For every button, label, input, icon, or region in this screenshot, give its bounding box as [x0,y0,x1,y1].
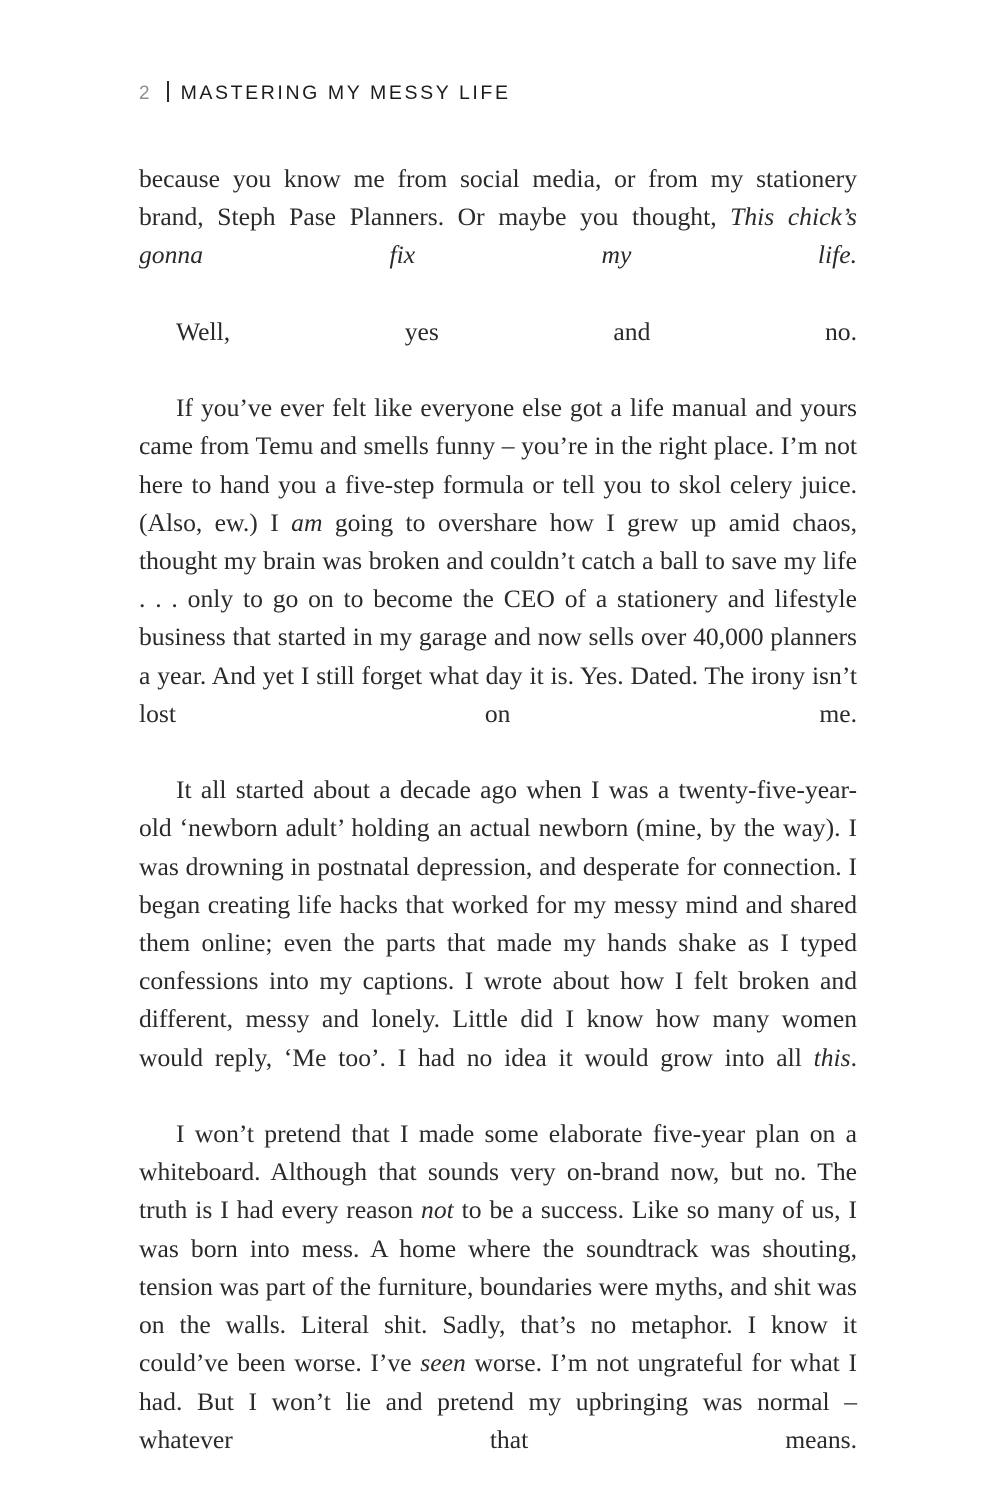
body-paragraph [139,771,857,1115]
body-text: going to overshare how I grew up amid chaos, thought my brain was broken and couldn’t catch a ball to save my life . . . only to go on to become the CEO of a stationery and lifestyle business that started in my garage and now sells over 40,000 planners a year. And yet I still forget what day it is. Yes. Dated. The irony isn’t lost on me. [139,507,857,728]
emphasis-text: seen [420,1348,466,1378]
body-paragraph [139,389,857,771]
emphasis-text: this [813,1042,851,1072]
body-text: It all started about a decade ago when I was a twenty-five-year-old ‘newborn adult’ holding an actual newborn (mine, by the way). I was drowning in postnatal depression, and desperate for connection. I began creating life hacks that worked for my messy mind and shared them online; even the parts that made my hands shake as I typed confessions into my captions. I wrote about how I felt broken and different, messy and lonely. Little did I know how many women would reply, ‘Me too’. I had no idea it would grow into all [139,775,857,1072]
body-text: If you’ve ever felt like everyone else got a life manual and yours came from Temu and smells funny – you’re in the right place. I’m not here to hand you a five-step formula or tell you to skol celery juice. (Also, ew.) I [139,393,857,537]
emphasis-text: This chick’s gonna fix my life. [139,202,857,270]
body-text: I won’t pretend that I made some elaborate five-year plan on a whiteboard. Although that sounds very on-brand now, but no. The truth is I had every reason [139,1119,857,1225]
body-text-block [139,160,857,1497]
body-text: Well, yes and no. [176,316,857,346]
body-paragraph [139,313,857,389]
emphasis-text: not [421,1195,454,1225]
body-text: to be a success. Like so many of us, I was born into mess. A home where the soundtrack was shouting, tension was part of the furniture, boundaries were myths, and shit was on the walls. Literal shit. Sadly, that’s no metaphor. I know it could’ve been worse. I’ve [139,1195,857,1378]
running-head-divider [167,81,169,102]
running-head-title: MASTERING MY MESSY LIFE [180,82,511,104]
body-text: because you know me from social media, or from my stationery brand, Steph Pase Planners. Or maybe you thought, [139,164,857,232]
emphasis-text: am [291,507,323,537]
body-text: worse. I’m not ungrateful for what I had. But I won’t lie and pretend my upbringing was normal – whatever that means. [139,1348,857,1454]
body-paragraph [139,160,857,313]
running-head [139,78,511,104]
body-paragraph [139,1115,857,1497]
page-number: 2 [139,83,151,104]
body-text: . [850,1042,857,1072]
